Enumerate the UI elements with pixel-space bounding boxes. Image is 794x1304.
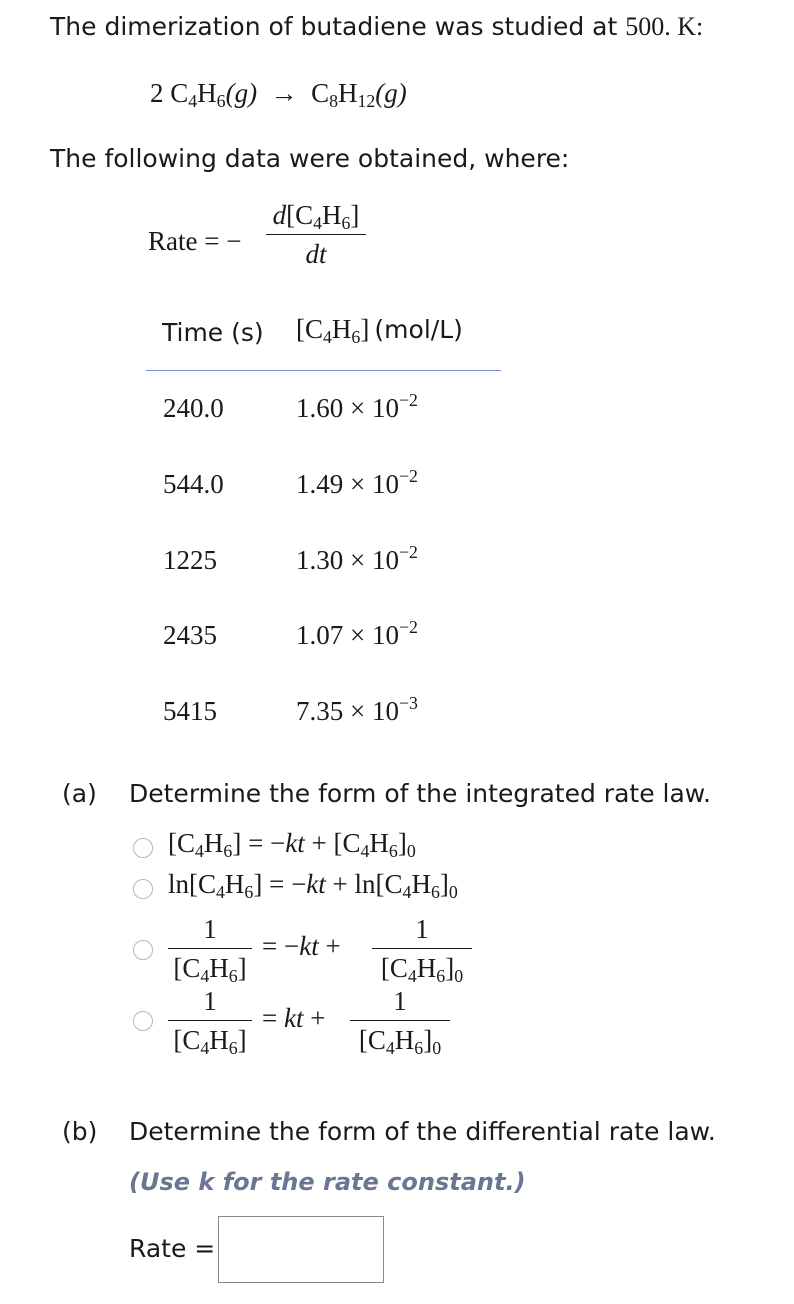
product-phase: (g) (375, 78, 407, 108)
product-formula: $C_8H_{12}$ (311, 78, 376, 111)
table-cell-time: 240.0 (163, 393, 224, 423)
rate-def-species: $[C_4H_6]$ (286, 200, 360, 233)
table-header-rule (146, 370, 501, 371)
part-a-label: (a) (62, 779, 97, 808)
option-second-pos-lhs-fraction[interactable]: 1 $[C_4H_6]$ (168, 986, 252, 1056)
rate-definition-fraction: $d[C_4H_6]$ dt (266, 200, 366, 270)
data-intro-text: The following data were obtained, where: (50, 144, 570, 173)
part-b-label: (b) (62, 1117, 98, 1146)
table-cell-concentration: $1.30 \times 10^{-2}$ (296, 541, 418, 575)
table-cell-concentration: $7.35 \times 10^{-3}$ (296, 692, 418, 726)
table-header-concentration: $[C_4H_6]$ (mol/L) (296, 314, 463, 347)
rate-definition-lhs: Rate = − (148, 226, 242, 256)
table-cell-time: 5415 (163, 696, 217, 726)
option-second-neg-lhs-fraction[interactable]: 1 $[C_4H_6]$ (168, 914, 252, 984)
option-second-neg-mid[interactable]: = −kt + (262, 931, 341, 961)
rate-answer-label: Rate = (129, 1234, 216, 1263)
reactant-phase: (g) (225, 78, 258, 108)
part-b-prompt: Determine the form of the differential rate law. (129, 1117, 716, 1146)
option-second-neg-rhs-fraction[interactable]: 1 $[C_4H_6]_0$ (372, 914, 472, 984)
option-zero-order-radio[interactable] (133, 838, 153, 858)
table-cell-concentration: $1.07 \times 10^{-2}$ (296, 616, 418, 650)
intro-line (50, 12, 703, 42)
reaction-equation (150, 78, 407, 109)
reaction-coefficient: 2 (150, 78, 164, 108)
reactant-formula: $C_4H_6$ (170, 78, 226, 111)
option-second-pos-radio[interactable] (133, 1011, 153, 1031)
option-second-pos-rhs-fraction[interactable]: 1 $[C_4H_6]_0$ (350, 986, 450, 1056)
table-header-time: Time (s) (162, 318, 264, 347)
reaction-arrow: → (270, 78, 298, 108)
intro-text: The dimerization of butadiene was studied at (50, 12, 618, 41)
temperature-value: 500. K: (625, 12, 704, 41)
table-cell-time: 1225 (163, 545, 217, 575)
table-cell-time: 544.0 (163, 469, 224, 499)
option-first-order-radio[interactable] (133, 879, 153, 899)
table-cell-concentration: $1.49 \times 10^{-2}$ (296, 465, 418, 499)
option-second-neg-radio[interactable] (133, 940, 153, 960)
rate-answer-input[interactable] (218, 1216, 384, 1283)
part-a-prompt: Determine the form of the integrated rate law. (129, 779, 711, 808)
option-first-order-equation[interactable]: $\ln[C_4H_6] = -kt + \ln[C_4H_6]_0$ (168, 869, 458, 902)
option-second-pos-mid[interactable]: = kt + (262, 1003, 326, 1033)
table-cell-concentration: $1.60 \times 10^{-2}$ (296, 389, 418, 423)
part-b-hint: (Use k for the rate constant.) (129, 1168, 526, 1196)
option-zero-order-equation[interactable]: $[C_4H_6] = -kt + [C_4H_6]_0$ (168, 828, 416, 861)
table-cell-time: 2435 (163, 620, 217, 650)
